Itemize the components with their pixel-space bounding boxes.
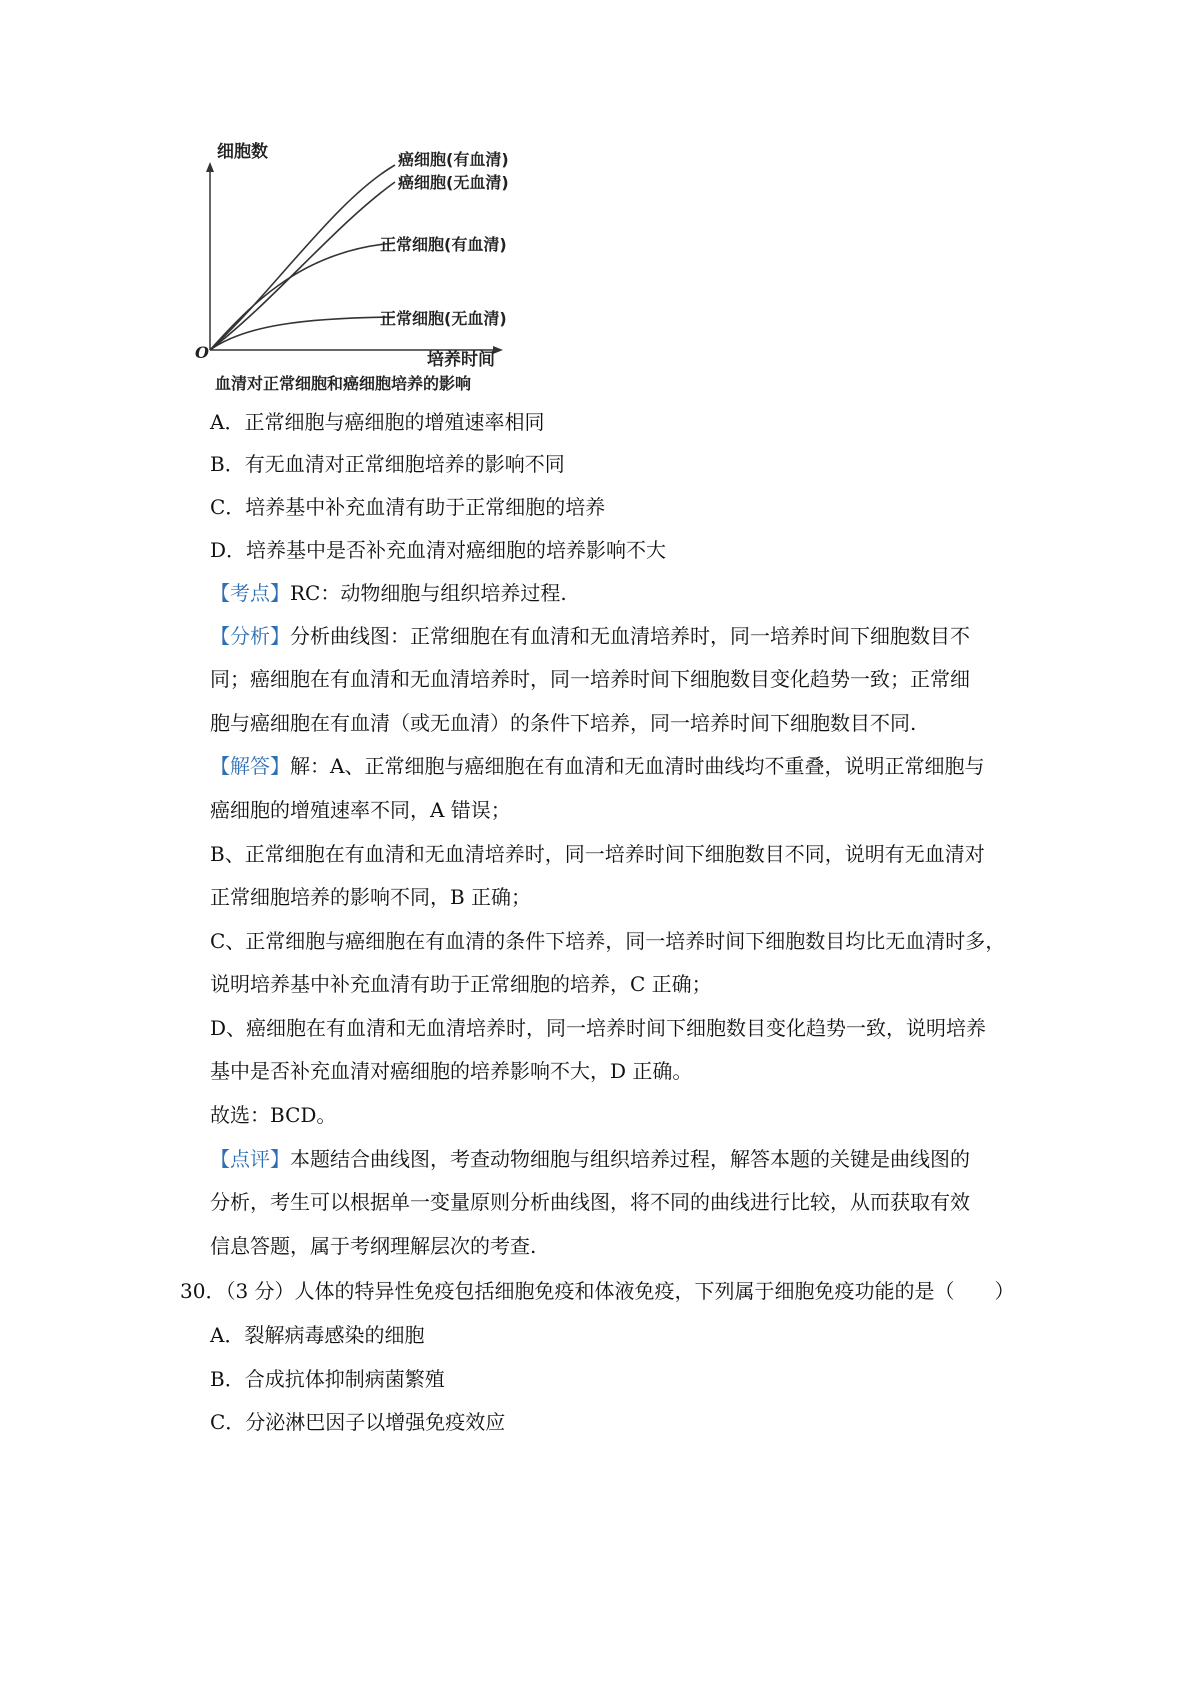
series-label-cancer-serum: 癌细胞(有血清) [398,150,509,169]
kaodian-text: RC：动物细胞与组织培养过程. [290,581,567,605]
option-c: C．培养基中补充血清有助于正常细胞的培养 [210,495,606,519]
series-label-normal-noserum: 正常细胞(无血清) [380,309,507,328]
dianping-line-1: 本题结合曲线图，考查动物细胞与组织培养过程，解答本题的关键是曲线图的 [290,1147,970,1171]
y-axis-label: 细胞数 [217,142,268,162]
jieda-line-3: B、正常细胞在有血清和无血清培养时，同一培养时间下细胞数目不同，说明有无血清对 [210,842,985,866]
kaodian-row [210,579,567,607]
jieda-line-7: D、癌细胞在有血清和无血清培养时，同一培养时间下细胞数目变化趋势一致，说明培养 [210,1016,987,1040]
jieda-line-4: 正常细胞培养的影响不同，B 正确； [210,885,532,909]
fenxi-line-3: 胞与癌细胞在有血清（或无血清）的条件下培养，同一培养时间下细胞数目不同. [210,711,917,735]
jieda-line-5: C、正常细胞与癌细胞在有血清的条件下培养，同一培养时间下细胞数目均比无血清时多， [210,929,1006,953]
series-label-cancer-noserum: 癌细胞(无血清) [398,173,509,192]
q30-option-a: A．裂解病毒感染的细胞 [210,1323,425,1347]
cell-growth-figure [195,140,555,400]
option-b: B．有无血清对正常细胞培养的影响不同 [210,452,565,476]
jieda-line-8: 基中是否补充血清对癌细胞的培养影响不大，D 正确。 [210,1059,693,1083]
origin-label: O [195,343,209,362]
series-label-normal-serum: 正常细胞(有血清) [380,235,507,254]
fenxi-line-1: 分析曲线图：正常细胞在有血清和无血清培养时，同一培养时间下细胞数目不 [290,624,970,648]
x-axis-label: 培养时间 [427,350,495,370]
jieda-answer: 故选：BCD。 [210,1103,337,1127]
q30-option-b: B．合成抗体抑制病菌繁殖 [210,1367,445,1391]
dianping-line-3: 信息答题，属于考纲理解层次的考查. [210,1234,537,1258]
jieda-line-2: 癌细胞的增殖速率不同，A 错误； [210,798,511,822]
chart-title: 血清对正常细胞和癌细胞培养的影响 [215,374,472,393]
dianping-row [210,1145,970,1173]
kaodian-tag: 【考点】 [210,581,290,605]
series-line-normal-serum [210,243,395,350]
dianping-tag: 【点评】 [210,1147,290,1171]
series-line-cancer-noserum [210,182,395,350]
jieda-line-1: 解：A、正常细胞与癌细胞在有血清和无血清时曲线均不重叠，说明正常细胞与 [290,754,985,778]
fenxi-line-2: 同；癌细胞在有血清和无血清培养时，同一培养时间下细胞数目变化趋势一致；正常细 [210,667,970,691]
q30-option-c: C．分泌淋巴因子以增强免疫效应 [210,1410,506,1434]
jieda-row [210,752,984,780]
fenxi-row [210,622,970,650]
y-axis-arrow [206,162,214,172]
fenxi-tag: 【分析】 [210,624,290,648]
jieda-tag: 【解答】 [210,754,290,778]
dianping-line-2: 分析，考生可以根据单一变量原则分析曲线图，将不同的曲线进行比较，从而获取有效 [210,1190,970,1214]
jieda-line-6: 说明培养基中补充血清有助于正常细胞的培养，C 正确； [210,972,712,996]
cell-growth-chart [195,140,555,400]
option-a: A．正常细胞与癌细胞的增殖速率相同 [210,410,545,434]
option-d: D．培养基中是否补充血清对癌细胞的培养影响不大 [210,538,667,562]
question-30-stem: 30．（3 分）人体的特异性免疫包括细胞免疫和体液免疫，下列属于细胞免疫功能的是（ ） [180,1279,1015,1303]
